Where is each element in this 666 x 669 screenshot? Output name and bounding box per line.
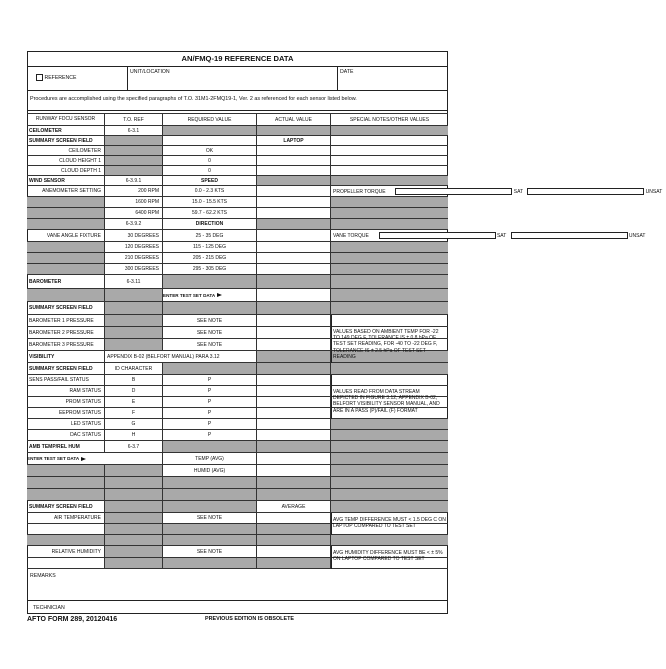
table-row	[27, 477, 448, 489]
shaded-cell	[163, 126, 257, 135]
table-cell: LED STATUS	[27, 419, 105, 429]
table-row	[27, 208, 448, 219]
table-cell: APPENDIX B-02 (BELFORT MANUAL) PARA 3.12	[105, 351, 257, 362]
date-label: DATE	[340, 69, 354, 75]
entry-cell[interactable]	[257, 315, 331, 326]
entry-cell[interactable]	[257, 430, 331, 440]
shaded-cell	[163, 302, 257, 314]
table-cell: AIR TEMPERATURE	[27, 513, 105, 523]
shaded-cell	[257, 126, 331, 135]
shaded-cell	[331, 219, 448, 229]
table-cell: SUMMARY SCREEN FIELD	[27, 501, 105, 512]
table-cell: SEE NOTE	[163, 546, 257, 557]
divider	[337, 66, 338, 90]
shaded-cell	[257, 351, 331, 362]
col-notes: SPECIAL NOTES/OTHER VALUES	[349, 116, 430, 123]
shaded-cell	[27, 477, 105, 488]
table-cell: SEE NOTE	[163, 513, 257, 523]
table-cell	[331, 186, 666, 196]
shaded-cell	[331, 176, 448, 185]
entry-cell[interactable]	[257, 289, 331, 301]
shaded-cell	[331, 489, 448, 500]
col-sensor: RUNWAY FDCU SENSOR	[35, 115, 96, 122]
table-cell	[27, 453, 163, 464]
shaded-cell	[331, 208, 448, 218]
table-cell: 0.0 - 2.3 KTS	[163, 186, 257, 196]
table-cell: H	[105, 430, 163, 440]
sat-checkbox[interactable]	[379, 232, 496, 239]
table-row	[27, 363, 448, 375]
shaded-cell	[105, 513, 163, 523]
shaded-cell	[27, 465, 105, 476]
shaded-cell	[331, 289, 448, 301]
table-cell: SPEED	[163, 176, 257, 185]
table-cell: CEILOMETER	[27, 146, 105, 155]
table-cell: VISIBILITY	[27, 351, 105, 362]
table-cell: 6-3.7	[105, 441, 163, 452]
col-actual: ACTUAL VALUE	[275, 116, 312, 123]
divider	[127, 66, 128, 90]
barometer-note: VALUES BASED ON AMBIENT TEMP FOR -22 TO 149 DEG F, TOLERANCE IS ± 0.8 hPa OF TEST SET READING, FOR -40 TO -22 DEG F, TOLERANCE IS ± 2.5 hPa OF TEST SET READING	[333, 329, 439, 360]
procedure-text: Procedures are accomplished using the specified paragraphs of T.O. 31M1-2FMQ19-1, Ver. 2 as referenced for each sensor listed below.	[30, 96, 357, 102]
shaded-cell	[331, 253, 448, 263]
table-cell: PROM STATUS	[27, 397, 105, 407]
unsat-checkbox[interactable]	[527, 188, 644, 195]
entry-cell[interactable]	[331, 156, 448, 165]
table-cell: SUMMARY SCREEN FIELD	[27, 136, 105, 145]
shaded-cell	[331, 453, 448, 464]
column-header-row	[27, 113, 448, 126]
entry-cell[interactable]	[257, 197, 331, 207]
table-row	[27, 166, 448, 176]
table-cell: 0	[163, 156, 257, 165]
table-row	[27, 489, 448, 501]
table-cell: OK	[163, 146, 257, 155]
shaded-cell	[257, 219, 331, 229]
table-cell: 1600 RPM	[105, 197, 163, 207]
unsat-label: UNSAT	[627, 232, 650, 239]
vane-torque-label: VANE TORQUE	[333, 232, 369, 239]
table-cell: 6-3.9.2	[105, 219, 163, 229]
shaded-cell	[257, 363, 331, 374]
edition-notice: PREVIOUS EDITION IS OBSOLETE	[205, 616, 294, 622]
table-row	[27, 453, 448, 465]
shaded-cell	[105, 501, 163, 512]
enter-test-set-data-label: ENTER TEST SET DATA	[163, 292, 216, 298]
table-cell: 25 - 35 DEG	[163, 230, 257, 241]
shaded-cell	[331, 501, 448, 512]
table-cell: SEE NOTE	[163, 315, 257, 326]
shaded-cell	[331, 264, 448, 274]
table-cell: P	[163, 397, 257, 407]
shaded-cell	[331, 441, 448, 452]
shaded-cell	[163, 441, 257, 452]
table-cell: D	[105, 386, 163, 396]
propeller-torque-label: PROPELLER TORQUE	[333, 188, 386, 195]
entry-cell[interactable]	[257, 375, 331, 385]
shaded-cell	[105, 546, 163, 557]
entry-cell[interactable]	[257, 386, 331, 396]
table-cell: RELATIVE HUMIDITY	[27, 546, 105, 557]
table-cell: 120 DEGREES	[105, 242, 163, 252]
table-cell: BAROMETER 2 PRESSURE	[27, 327, 105, 338]
table-row	[27, 136, 448, 146]
shaded-cell	[331, 126, 448, 135]
shaded-cell	[105, 524, 163, 534]
shaded-cell	[105, 315, 163, 326]
shaded-cell	[105, 327, 163, 338]
shaded-cell	[105, 146, 163, 155]
shaded-cell	[105, 156, 163, 165]
table-cell: P	[163, 375, 257, 385]
table-cell: AMB TEMP/REL HUM	[27, 441, 105, 452]
table-cell: BAROMETER	[27, 275, 105, 288]
form-title: AN/FMQ-19 REFERENCE DATA	[181, 54, 294, 63]
shaded-cell	[105, 477, 163, 488]
table-row	[27, 176, 448, 186]
table-cell: G	[105, 419, 163, 429]
shaded-cell	[331, 302, 448, 314]
table-cell: VANE ANGLE FIXTURE	[27, 230, 105, 241]
shaded-cell	[257, 535, 331, 545]
table-cell: 59.7 - 62.2 KTS	[163, 208, 257, 218]
entry-cell[interactable]	[331, 146, 448, 155]
unit-location-label: UNIT/LOCATION	[130, 69, 170, 75]
table-cell: 210 DEGREES	[105, 253, 163, 263]
table-cell: DIRECTION	[163, 219, 257, 229]
table-row	[27, 501, 448, 513]
table-cell: LAPTOP	[257, 136, 331, 145]
table-row	[27, 264, 448, 275]
shaded-cell	[105, 558, 163, 568]
shaded-cell	[27, 535, 105, 545]
table-cell: SENS PASS/FAIL STATUS	[27, 375, 105, 385]
table-cell: BAROMETER 1 PRESSURE	[27, 315, 105, 326]
table-cell	[163, 289, 257, 301]
shaded-cell	[257, 489, 331, 500]
technician-label: TECHNICIAN	[33, 605, 65, 611]
table-row	[27, 146, 448, 156]
table-row	[27, 535, 448, 546]
entry-cell[interactable]	[331, 136, 448, 145]
table-row	[27, 197, 448, 208]
shaded-cell	[105, 289, 163, 301]
table-cell: ID CHARACTER	[105, 363, 163, 374]
entry-cell[interactable]	[257, 186, 331, 196]
table-cell: BAROMETER 3 PRESSURE	[27, 339, 105, 350]
sat-checkbox[interactable]	[395, 188, 512, 195]
entry-cell[interactable]	[257, 546, 331, 557]
table-row	[27, 156, 448, 166]
shaded-cell	[105, 535, 163, 545]
table-cell: RAM STATUS	[27, 386, 105, 396]
entry-cell[interactable]	[257, 327, 331, 338]
entry-cell[interactable]	[257, 166, 331, 175]
shaded-cell	[257, 176, 331, 185]
table-row	[27, 375, 448, 386]
shaded-cell	[27, 489, 105, 500]
table-cell: 295 - 305 DEG	[163, 264, 257, 274]
table-cell: 30 DEGREES	[105, 230, 163, 241]
table-cell: P	[163, 430, 257, 440]
col-required: REQUIRED VALUE	[187, 116, 232, 123]
table-cell: ANEMOMETER SETTING	[27, 186, 105, 196]
entry-cell[interactable]	[257, 242, 331, 252]
shaded-cell	[331, 430, 448, 440]
table-cell: CEILOMETER	[27, 126, 105, 135]
table-cell: 115 - 125 DEG	[163, 242, 257, 252]
shaded-cell	[163, 535, 257, 545]
reference-label: REFERENCE	[44, 74, 77, 81]
shaded-cell	[105, 302, 163, 314]
table-cell: 6-3.1	[105, 126, 163, 135]
table-row	[27, 186, 666, 197]
table-cell: B	[105, 375, 163, 385]
shaded-cell	[257, 524, 331, 534]
table-row	[27, 302, 448, 315]
entry-cell[interactable]	[257, 397, 331, 407]
shaded-cell	[331, 275, 448, 288]
entry-cell[interactable]	[163, 136, 257, 145]
table-row	[27, 430, 448, 441]
table-cell: EEPROM STATUS	[27, 408, 105, 418]
table-row	[27, 289, 448, 302]
shaded-cell	[105, 465, 163, 476]
table-cell: P	[163, 419, 257, 429]
reference-checkbox-wrap[interactable]	[36, 74, 76, 81]
shaded-cell	[105, 166, 163, 175]
shaded-cell	[331, 477, 448, 488]
entry-cell[interactable]	[257, 419, 331, 429]
shaded-cell	[331, 535, 448, 545]
shaded-cell	[257, 441, 331, 452]
entry-cell[interactable]	[257, 208, 331, 218]
table-cell: DAC STATUS	[27, 430, 105, 440]
temperature-note: AVG TEMP DIFFERENCE MUST < 1.5 DEG C ON LAPTOP COMPARED TO TEST SET	[333, 517, 446, 530]
shaded-cell	[257, 477, 331, 488]
table-row	[27, 419, 448, 430]
shaded-cell	[331, 465, 448, 476]
table-row	[27, 219, 448, 230]
table-cell: SUMMARY SCREEN FIELD	[27, 363, 105, 374]
shaded-cell	[163, 489, 257, 500]
shaded-cell	[163, 363, 257, 374]
entry-cell[interactable]	[257, 253, 331, 263]
unsat-label: UNSAT	[644, 188, 666, 195]
table-row	[27, 126, 448, 136]
divider	[27, 90, 448, 91]
shaded-cell	[331, 419, 448, 429]
entry-cell[interactable]	[331, 166, 448, 175]
shaded-cell	[105, 489, 163, 500]
table-cell: 15.0 - 15.5 KTS	[163, 197, 257, 207]
shaded-cell	[331, 242, 448, 252]
divider	[331, 315, 332, 363]
shaded-cell	[105, 339, 163, 350]
table-cell	[331, 230, 650, 241]
table-cell: 6400 RPM	[105, 208, 163, 218]
divider	[331, 513, 332, 535]
divider	[27, 110, 448, 111]
col-to-ref: T.O. REF	[123, 116, 144, 123]
shaded-cell	[27, 197, 105, 207]
entry-cell[interactable]	[257, 465, 331, 476]
table-cell: E	[105, 397, 163, 407]
table-row	[27, 441, 448, 453]
table-cell: 205 - 215 DEG	[163, 253, 257, 263]
table-row	[27, 275, 448, 289]
divider	[27, 66, 448, 67]
table-cell: P	[163, 408, 257, 418]
sat-label: SAT	[512, 188, 528, 195]
table-cell: 6-3.11	[105, 275, 163, 288]
table-cell: SEE NOTE	[163, 327, 257, 338]
shaded-cell	[257, 275, 331, 288]
shaded-cell	[27, 264, 105, 274]
shaded-cell	[257, 302, 331, 314]
shaded-cell	[163, 524, 257, 534]
shaded-cell	[257, 558, 331, 568]
shaded-cell	[105, 136, 163, 145]
shaded-cell	[27, 219, 105, 229]
shaded-cell	[331, 363, 448, 374]
table-cell: WIND SENSOR	[27, 176, 105, 185]
shaded-cell	[163, 558, 257, 568]
shaded-cell	[163, 477, 257, 488]
shaded-cell	[27, 208, 105, 218]
remarks-label: REMARKS	[30, 573, 56, 579]
entry-cell[interactable]	[27, 524, 105, 534]
entry-cell[interactable]	[257, 264, 331, 274]
shaded-cell	[27, 289, 105, 301]
table-row	[27, 230, 650, 242]
shaded-cell	[27, 242, 105, 252]
shaded-cell	[331, 197, 448, 207]
table-cell: AVERAGE	[257, 501, 331, 512]
table-cell: 200 RPM	[105, 186, 163, 196]
table-cell: TEMP (AVG)	[163, 453, 257, 464]
table-row	[27, 242, 448, 253]
entry-cell[interactable]	[257, 408, 331, 418]
table-cell: 6-3.9.1	[105, 176, 163, 185]
divider	[27, 600, 448, 601]
reference-checkbox[interactable]	[36, 74, 43, 81]
entry-cell[interactable]	[27, 558, 105, 568]
sat-label: SAT	[495, 232, 511, 239]
shaded-cell	[163, 275, 257, 288]
entry-cell[interactable]	[257, 146, 331, 155]
entry-cell[interactable]	[257, 513, 331, 523]
unsat-checkbox[interactable]	[511, 232, 628, 239]
entry-cell[interactable]	[257, 156, 331, 165]
table-cell: SEE NOTE	[163, 339, 257, 350]
visibility-note: VALUES READ FROM DATA STREAM DEPICTED IN FIGURE 3.12, APPENDIX B-02, BELFORT VISIBILITY SENSOR MANUAL, AND ARE IN A PASS (P)/FAIL (F) FORMAT	[333, 389, 440, 414]
table-cell: F	[105, 408, 163, 418]
table-row	[27, 465, 448, 477]
table-cell: 300 DEGREES	[105, 264, 163, 274]
shaded-cell	[27, 253, 105, 263]
enter-test-set-data-label: ENTER TEST SET DATA	[27, 456, 80, 461]
entry-cell[interactable]	[257, 453, 331, 464]
humidity-note: AVG HUMIDITY DIFFERENCE MUST BE < ± 5% ON LAPTOP COMPARED TO TEST SET	[333, 550, 443, 563]
table-cell: 0	[163, 166, 257, 175]
table-row	[27, 253, 448, 264]
shaded-cell	[163, 501, 257, 512]
table-cell: HUMID (AVG)	[163, 465, 257, 476]
divider	[331, 546, 332, 569]
table-cell: P	[163, 386, 257, 396]
entry-cell[interactable]	[257, 339, 331, 350]
table-cell: CLOUD HEIGHT 1	[27, 156, 105, 165]
table-cell: SUMMARY SCREEN FIELD	[27, 302, 105, 314]
form-id: AFTO FORM 289, 20120416	[27, 616, 118, 623]
table-row	[27, 315, 448, 327]
entry-cell[interactable]	[257, 230, 331, 241]
divider	[331, 375, 332, 419]
table-cell: CLOUD DEPTH 1	[27, 166, 105, 175]
